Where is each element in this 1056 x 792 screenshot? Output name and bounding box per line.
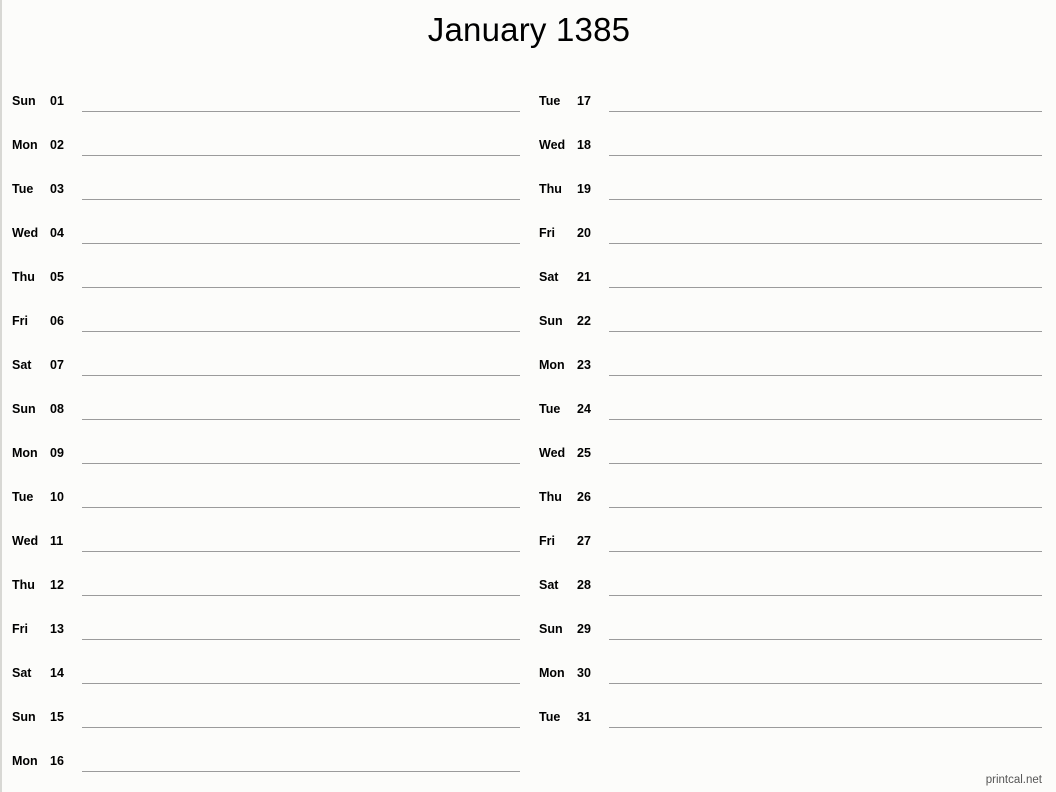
day-number-label: 05 bbox=[50, 269, 64, 284]
day-number-label: 10 bbox=[50, 489, 64, 504]
day-of-week-label: Fri bbox=[12, 621, 28, 636]
day-row bbox=[539, 156, 1056, 200]
day-of-week-label: Sat bbox=[539, 577, 559, 592]
day-of-week-label: Sat bbox=[539, 269, 559, 284]
day-row bbox=[12, 552, 529, 596]
note-line[interactable] bbox=[609, 67, 1042, 112]
day-number-label: 20 bbox=[577, 225, 591, 240]
day-number-label: 22 bbox=[577, 313, 591, 328]
note-line[interactable] bbox=[82, 507, 520, 552]
note-line[interactable] bbox=[609, 331, 1042, 376]
page-title: January 1385 bbox=[427, 11, 631, 48]
day-row bbox=[12, 332, 529, 376]
day-number-label: 02 bbox=[50, 137, 64, 152]
day-of-week-label: Sun bbox=[539, 621, 563, 636]
day-number-label: 04 bbox=[50, 225, 64, 240]
day-number-label: 21 bbox=[577, 269, 591, 284]
day-of-week-label: Wed bbox=[539, 137, 566, 152]
day-row bbox=[12, 288, 529, 332]
day-number-label: 27 bbox=[577, 533, 591, 548]
day-row bbox=[12, 508, 529, 552]
day-number-label: 28 bbox=[577, 577, 591, 592]
day-number-label: 30 bbox=[577, 665, 591, 680]
note-line[interactable] bbox=[82, 639, 520, 684]
day-number-label: 09 bbox=[50, 445, 64, 460]
day-number-label: 29 bbox=[577, 621, 591, 636]
day-row bbox=[12, 68, 529, 112]
day-of-week-label: Sun bbox=[12, 93, 36, 108]
day-of-week-label: Thu bbox=[12, 577, 35, 592]
note-line[interactable] bbox=[82, 375, 520, 420]
day-of-week-label: Wed bbox=[539, 445, 566, 460]
day-row bbox=[539, 112, 1056, 156]
day-row bbox=[12, 112, 529, 156]
day-number-label: 17 bbox=[577, 93, 591, 108]
day-of-week-label: Wed bbox=[12, 533, 39, 548]
day-row bbox=[539, 596, 1056, 640]
day-number-label: 12 bbox=[50, 577, 64, 592]
day-number-label: 11 bbox=[50, 533, 64, 548]
day-row bbox=[12, 156, 529, 200]
day-number-label: 31 bbox=[577, 709, 591, 724]
left-column bbox=[2, 68, 529, 772]
note-line[interactable] bbox=[82, 551, 520, 596]
note-line[interactable] bbox=[82, 683, 520, 728]
day-number-label: 23 bbox=[577, 357, 591, 372]
note-line[interactable] bbox=[82, 199, 520, 244]
day-row bbox=[539, 332, 1056, 376]
note-line[interactable] bbox=[82, 331, 520, 376]
day-of-week-label: Thu bbox=[539, 181, 562, 196]
day-number-label: 06 bbox=[50, 313, 64, 328]
day-of-week-label: Thu bbox=[12, 269, 35, 284]
note-line[interactable] bbox=[609, 639, 1042, 684]
day-number-label: 26 bbox=[577, 489, 591, 504]
day-of-week-label: Sun bbox=[12, 401, 36, 416]
note-line[interactable] bbox=[609, 287, 1042, 332]
footer-credit: printcal.net bbox=[985, 774, 1042, 786]
note-line[interactable] bbox=[609, 243, 1042, 288]
right-column bbox=[529, 68, 1056, 772]
day-of-week-label: Sun bbox=[12, 709, 36, 724]
note-line[interactable] bbox=[609, 551, 1042, 596]
day-number-label: 16 bbox=[50, 753, 64, 768]
day-of-week-label: Fri bbox=[12, 313, 28, 328]
note-line[interactable] bbox=[82, 67, 520, 112]
day-of-week-label: Tue bbox=[539, 401, 561, 416]
day-number-label: 24 bbox=[577, 401, 591, 416]
day-of-week-label: Sat bbox=[12, 357, 32, 372]
day-row bbox=[539, 244, 1056, 288]
note-line[interactable] bbox=[609, 683, 1042, 728]
day-row bbox=[539, 552, 1056, 596]
day-of-week-label: Tue bbox=[539, 93, 561, 108]
day-row bbox=[539, 508, 1056, 552]
day-number-label: 08 bbox=[50, 401, 64, 416]
note-line[interactable] bbox=[82, 287, 520, 332]
day-of-week-label: Sun bbox=[539, 313, 563, 328]
day-of-week-label: Mon bbox=[12, 445, 38, 460]
day-number-label: 03 bbox=[50, 181, 64, 196]
day-number-label: 15 bbox=[50, 709, 64, 724]
note-line[interactable] bbox=[609, 199, 1042, 244]
day-of-week-label: Mon bbox=[539, 665, 565, 680]
day-row bbox=[12, 376, 529, 420]
note-line[interactable] bbox=[82, 111, 520, 156]
day-row bbox=[12, 596, 529, 640]
calendar-columns bbox=[2, 68, 1056, 772]
note-line[interactable] bbox=[609, 595, 1042, 640]
note-line[interactable] bbox=[609, 111, 1042, 156]
note-line[interactable] bbox=[609, 155, 1042, 200]
day-row bbox=[12, 464, 529, 508]
note-line[interactable] bbox=[609, 419, 1042, 464]
day-of-week-label: Wed bbox=[12, 225, 39, 240]
day-row bbox=[539, 640, 1056, 684]
day-row bbox=[539, 68, 1056, 112]
day-row bbox=[539, 376, 1056, 420]
day-of-week-label: Mon bbox=[12, 753, 38, 768]
note-line[interactable] bbox=[82, 727, 520, 772]
day-row bbox=[12, 420, 529, 464]
day-row bbox=[539, 420, 1056, 464]
day-number-label: 13 bbox=[50, 621, 64, 636]
day-number-label: 19 bbox=[577, 181, 591, 196]
day-row bbox=[12, 728, 529, 772]
day-row bbox=[539, 288, 1056, 332]
day-row bbox=[539, 684, 1056, 728]
day-row bbox=[539, 464, 1056, 508]
day-number-label: 18 bbox=[577, 137, 591, 152]
day-row bbox=[539, 200, 1056, 244]
day-row bbox=[12, 640, 529, 684]
day-of-week-label: Mon bbox=[539, 357, 565, 372]
note-line[interactable] bbox=[82, 419, 520, 464]
note-line[interactable] bbox=[609, 375, 1042, 420]
day-of-week-label: Mon bbox=[12, 137, 38, 152]
note-line[interactable] bbox=[82, 595, 520, 640]
day-number-label: 25 bbox=[577, 445, 591, 460]
day-number-label: 14 bbox=[50, 665, 64, 680]
day-of-week-label: Tue bbox=[12, 181, 34, 196]
day-row bbox=[12, 244, 529, 288]
day-of-week-label: Tue bbox=[539, 709, 561, 724]
day-row bbox=[12, 684, 529, 728]
day-number-label: 01 bbox=[50, 93, 64, 108]
note-line[interactable] bbox=[609, 463, 1042, 508]
day-of-week-label: Fri bbox=[539, 533, 555, 548]
day-of-week-label: Sat bbox=[12, 665, 32, 680]
day-row bbox=[12, 200, 529, 244]
day-number-label: 07 bbox=[50, 357, 64, 372]
day-of-week-label: Tue bbox=[12, 489, 34, 504]
day-of-week-label: Thu bbox=[539, 489, 562, 504]
note-line[interactable] bbox=[82, 463, 520, 508]
day-of-week-label: Fri bbox=[539, 225, 555, 240]
note-line[interactable] bbox=[82, 243, 520, 288]
note-line[interactable] bbox=[609, 507, 1042, 552]
note-line[interactable] bbox=[82, 155, 520, 200]
